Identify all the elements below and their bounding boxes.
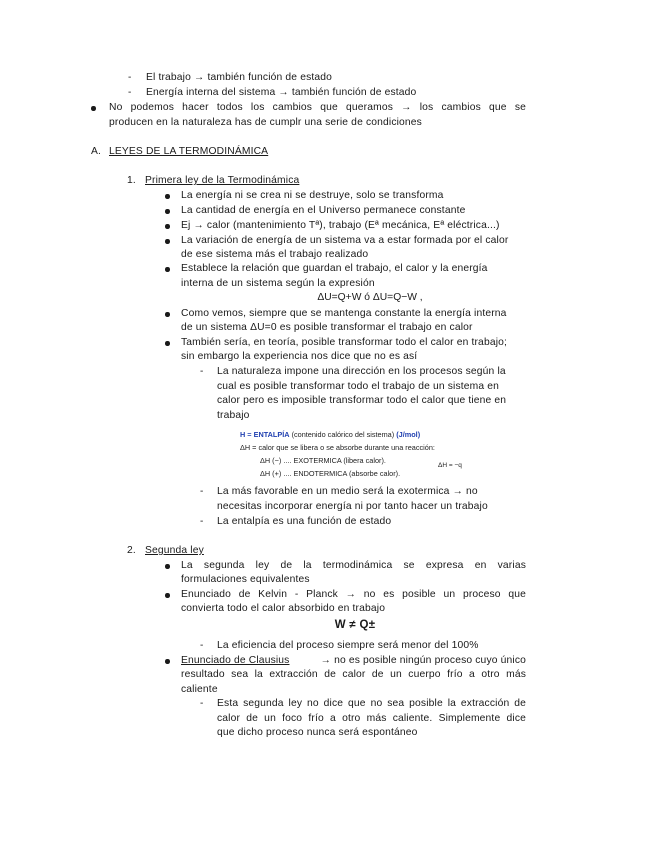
bullet-icon <box>165 564 170 569</box>
first-law-bullet-1: La energía ni se crea ni se destruye, solo se transforma <box>181 190 444 201</box>
bullet-icon <box>165 659 170 664</box>
dash-marker: - <box>128 72 132 83</box>
dash-marker: - <box>200 486 204 497</box>
second-law-bullet-2-line-1: Enunciado de Kelvin - Planck → no es posible un proceso que <box>181 589 526 600</box>
first-law-title: Primera ley de la Termodinámica <box>145 175 300 186</box>
bullet-icon <box>165 593 170 598</box>
dash-marker: - <box>200 698 204 709</box>
second-law-dash-1: La eficiencia del proceso siempre será menor del 100% <box>217 640 479 651</box>
first-law-dash-3: La entalpía es una función de estado <box>217 516 392 527</box>
clausius-label: Enunciado de Clausius <box>181 655 290 666</box>
first-law-bullet-6-line-2: de un sistema ΔU=0 es posible transformar el trabajo en calor <box>181 322 473 333</box>
section-title: LEYES DE LA TERMODINÁMICA <box>109 146 269 157</box>
first-law-bullet-4-line-1: La variación de energía de un sistema va a estar formada por el calor <box>181 235 509 246</box>
section-marker: A. <box>91 146 102 157</box>
second-law-title: Segunda ley <box>145 545 204 556</box>
enthalpy-line-4: ΔH (+) .... ENDOTERMICA (absorbe calor). <box>260 469 401 478</box>
second-law-bullet-1-line-2: formulaciones equivalentes <box>181 574 310 585</box>
bullet-icon <box>165 312 170 317</box>
first-law-formula: ΔU=Q+W ó ΔU=Q−W , <box>317 292 423 303</box>
second-law-bullet-1-line-1: La segunda ley de la termodinámica se expresa en varias <box>181 560 526 571</box>
dash-marker: - <box>200 516 204 527</box>
enthalpy-side-formula: ΔH = −q <box>438 462 462 469</box>
second-law-bullet-2-line-2: convierta todo el calor absorbido en trabajo <box>181 603 386 614</box>
intro-dash-1: El trabajo → también función de estado <box>146 72 333 83</box>
first-law-dash-1-line-2: cual es posible transformar todo el trabajo de un sistema en <box>217 381 500 392</box>
bullet-icon <box>165 239 170 244</box>
clausius-text: → no es posible ningún proceso cuyo único <box>320 655 526 666</box>
first-law-bullet-3: Ej → calor (mantenimiento Tª), trabajo (Eª mecánica, Eª eléctrica...) <box>181 220 500 231</box>
second-law-bullet-3-line-3: caliente <box>181 684 218 695</box>
enthalpy-h-label: H = ENTALPÍA <box>240 430 290 439</box>
enthalpy-figure <box>240 430 480 482</box>
first-law-bullet-7-line-2: sin embargo la experiencia nos dice que no es así <box>181 351 418 362</box>
first-law-bullet-5-line-2: interna de un sistema según la expresión <box>181 278 375 289</box>
second-law-number: 2. <box>127 545 136 556</box>
dash-marker: - <box>128 87 132 98</box>
first-law-dash-1-line-3: calor pero es imposible transformar todo el calor que tiene en <box>217 395 507 406</box>
bullet-icon <box>165 209 170 214</box>
first-law-number: 1. <box>127 175 136 186</box>
enthalpy-line-1 <box>240 430 420 440</box>
bullet-icon <box>165 194 170 199</box>
second-law-dash-2-line-2: calor de un foco frío a otro más caliente. Simplemente dice <box>217 713 526 724</box>
bullet-icon <box>91 106 96 111</box>
first-law-dash-2-line-2: necesitas incorporar energía ni por tanto hacer un trabajo <box>217 501 488 512</box>
intro-bullet-line-2: producen en la naturaleza has de cumplr una serie de condiciones <box>109 117 422 128</box>
first-law-dash-2-line-1: La más favorable en un medio será la exotermica → no <box>217 486 478 497</box>
first-law-bullet-4-line-2: de ese sistema más el trabajo realizado <box>181 249 369 260</box>
bullet-icon <box>165 341 170 346</box>
dash-marker: - <box>200 640 204 651</box>
enthalpy-line-2: ΔH = calor que se libera o se absorbe durante una reacción: <box>240 443 435 452</box>
intro-dash-2: Energía interna del sistema → también función de estado <box>146 87 417 98</box>
first-law-bullet-5-line-1: Establece la relación que guardan el trabajo, el calor y la energía <box>181 263 488 274</box>
first-law-bullet-6-line-1: Como vemos, siempre que se mantenga constante la energía interna <box>181 308 507 319</box>
enthalpy-line-3: ΔH (−) .... EXOTERMICA (libera calor). <box>260 456 386 465</box>
first-law-dash-1-line-1: La naturaleza impone una dirección en los procesos según la <box>217 366 506 377</box>
first-law-bullet-7-line-1: También sería, en teoría, posible transformar todo el calor en trabajo; <box>181 337 508 348</box>
second-law-formula: W ≠ Q± <box>334 619 376 631</box>
enthalpy-h-description: (contenido calórico del sistema) <box>291 430 395 439</box>
second-law-bullet-3-line-2: resultado sea la extracción de calor de un cuerpo frío a otro más <box>181 669 526 680</box>
bullet-icon <box>165 224 170 229</box>
enthalpy-unit: (J/mol) <box>396 430 421 439</box>
first-law-bullet-2: La cantidad de energía en el Universo permanece constante <box>181 205 466 216</box>
first-law-dash-1-line-4: trabajo <box>217 410 250 421</box>
bullet-icon <box>165 267 170 272</box>
second-law-dash-2-line-3: que dicho proceso nunca será espontáneo <box>217 727 418 738</box>
intro-bullet-line-1: No podemos hacer todos los cambios que queramos → los cambios que se <box>109 102 526 113</box>
second-law-bullet-3-line-1 <box>181 654 526 668</box>
second-law-dash-2-line-1: Esta segunda ley no dice que no sea posible la extracción de <box>217 698 526 709</box>
dash-marker: - <box>200 366 204 377</box>
